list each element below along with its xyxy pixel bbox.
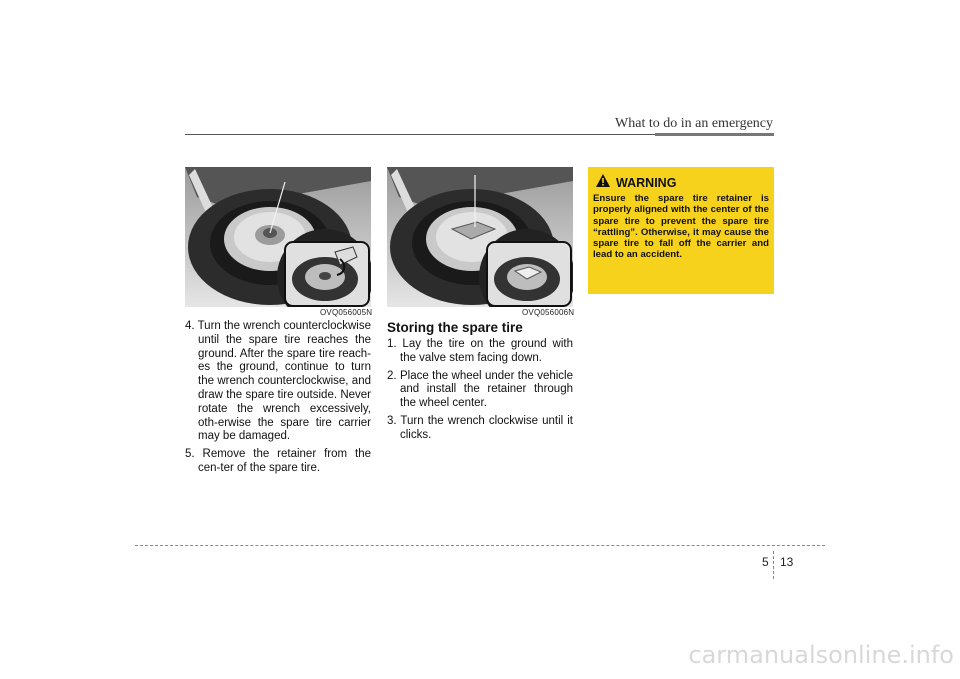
page-divider (773, 551, 774, 579)
figure-spare-tire-retainer (387, 167, 573, 307)
watermark: carmanualsonline.info (688, 641, 954, 669)
section-title: Storing the spare tire (387, 320, 523, 335)
figure-code: OVQ056006N (522, 308, 575, 317)
step-4: 4. Turn the wrench counterclockwise until the spare tire reaches the ground. After the spare tire reach-es the ground, continue to turn the wrench counterclockwise, and draw the spare tire outside. Never rotate the wrench excessively, oth-erwise the spare tire carrier may be damaged. (185, 320, 372, 443)
warning-box (588, 167, 774, 294)
step-2: 2. Place the wheel under the vehicle and install the retainer through the wheel center. (387, 369, 573, 410)
section-header-title: What to do in an emergency (615, 116, 773, 131)
step-5: 5. Remove the retainer from the cen-ter of the spare tire. (185, 448, 371, 474)
warning-header (596, 174, 676, 192)
step-3: 3. Turn the wrench clockwise until it clicks. (387, 414, 573, 441)
header-accent-bar (655, 133, 774, 136)
warning-triangle-icon (596, 174, 610, 192)
step-1: 1. Lay the tire on the ground with the valve stem facing down. (387, 338, 573, 364)
chapter-number: 5 (762, 555, 769, 569)
warning-text: Ensure the spare tire retainer is properly aligned with the center of the spare tire to prevent the spare tire “rattling”. Otherwise, it may cause the spare tire to fall off the carrier and lead to an accident. (593, 193, 769, 261)
instructions-column-1 (185, 320, 371, 480)
warning-title: WARNING (616, 176, 677, 190)
figure-code: OVQ056005N (320, 308, 373, 317)
instructions-column-2 (387, 320, 573, 447)
page-number: 13 (780, 555, 794, 569)
figure-spare-tire-wrench (185, 167, 371, 307)
footer-rule (135, 545, 825, 546)
